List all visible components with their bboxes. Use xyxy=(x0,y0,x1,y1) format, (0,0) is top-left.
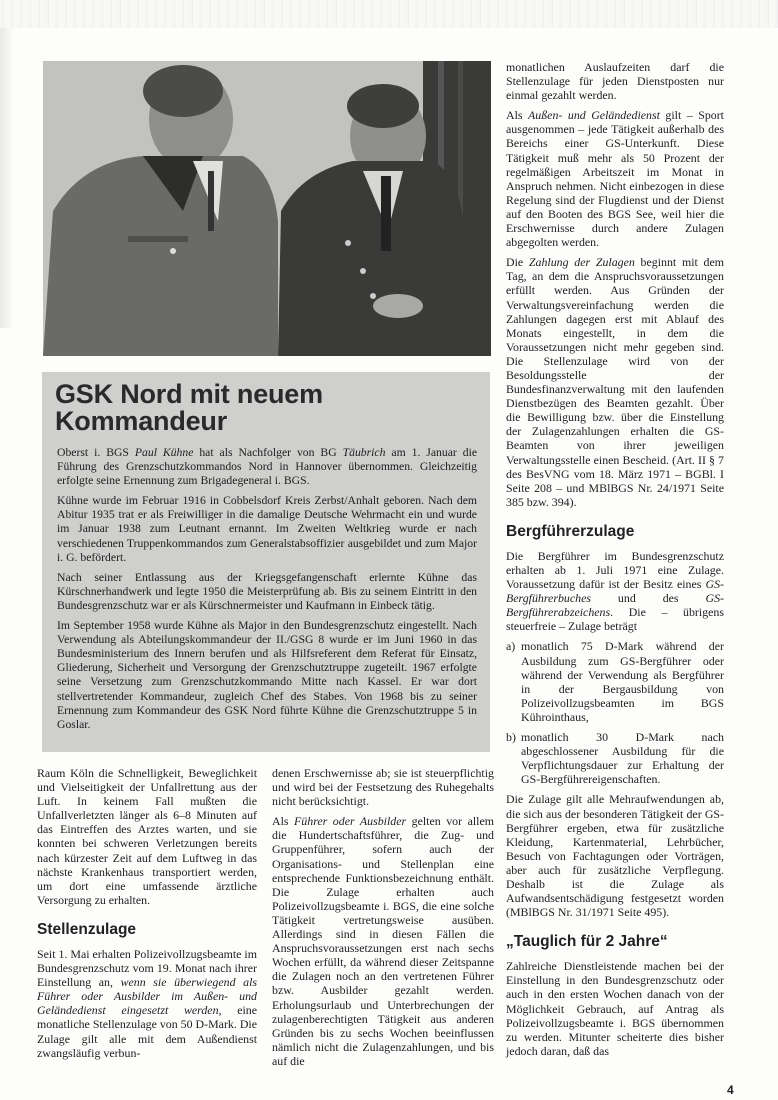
list-marker: b) xyxy=(506,730,516,745)
list-marker: a) xyxy=(506,639,516,654)
body-paragraph: monatlichen Auslaufzeiten darf die Stellenzulage für jeden Dienstposten nur einmal gezahlt werden. xyxy=(506,60,724,103)
column-3 xyxy=(506,60,724,1064)
section-heading-stellenzulage: Stellenzulage xyxy=(37,920,137,938)
article-body xyxy=(57,446,477,738)
article-box xyxy=(42,372,490,752)
photo-two-officers xyxy=(43,61,491,356)
scan-artifact-left xyxy=(0,28,14,328)
column-2 xyxy=(272,766,494,1074)
body-paragraph: Die Zahlung der Zulagen beginnt mit dem Tag, an dem die Anspruchsvoraussetzungen erfüllt werden. Aus Gründen der Verwaltungsvereinfachung werden die Zahlungen dagegen erst mit Ablauf des Monats eingestellt, in dem die Voraussetzungen nicht mehr gegeben sind. Die Stellenzulage wird von der Besoldungsstelle der Bundesfinanzverwaltung mit den laufenden Dienstbezügen des Beamten gezahlt. Über die Bewilligung bzw. über die Einstellung der Zulagenzahlungen erhalten die GS-Beamten von ihrer jeweiligen Verwaltungsstelle einen Bescheid. (Art. II § 7 des BesVNG vom 18. März 1971 – BGBl. I Seite 208 – und MBlBGS Nr. 24/1971 Seite 385 bzw. 394). xyxy=(506,255,724,509)
article-paragraph: Kühne wurde im Februar 1916 in Cobbelsdorf Kreis Zerbst/Anhalt geboren. Nach dem Abitur 1935 trat er als Freiwilliger in die damalige Deutsche Wehrmacht ein und wurde im Januar 1938 zum Leutnant ernannt. Im Zweiten Weltkrieg wurde er nach verschiedenen Truppenkommandos zum Generalstabsoffizier ausgebildet und zum Major i. G. befördert. xyxy=(57,494,477,564)
body-paragraph: Raum Köln die Schnelligkeit, Beweglichkeit und Vielseitigkeit der Unfallrettung aus der Luft. In keinem Fall mußten die Unfallverletzten länger als 6–8 Minuten auf das Eintreffen des Arztes warten, und sie konnten bei schweren Verletzungen bereits nach kürzester Zeit auf dem Luftweg in das nächste Krankenhaus transportiert werden, um dort eine umfassende ärztliche Versorgung zu erhalten. xyxy=(37,766,257,907)
article-paragraph: Im September 1958 wurde Kühne als Major in den Bundesgrenzschutz eingestellt. Nach Verwendung als Abteilungskommandeur der II./GSG 8 wurde er im Juni 1960 in das Bundesministerium des Innern berufen und als Hilfsreferent dem Referat für Einsatz, Gliederung, Sicherheit und Versorgung der Grenzschutztruppe zugeteilt. 1967 erfolgte seine Versetzung zum Grenzschutzkommando Mitte nach Kassel. Er war dort stellvertretender Kommandeur, zugleich Chef des Stabes. Von 1968 bis zu seiner Ernennung zum Kommandeur des GSK Nord führte Kühne die Grenzschutztruppe 5 in Goslar. xyxy=(57,619,477,731)
body-paragraph: Die Bergführer im Bundesgrenzschutz erhalten ab 1. Juli 1971 eine Zulage. Voraussetzung dafür ist der Besitz eines GS-Bergführerbuches und des GS-Bergführerabzeichens. Die – übrigens steuerfreie – Zulage beträgt xyxy=(506,548,724,634)
scan-artifact-top xyxy=(0,0,778,28)
photo-illustration xyxy=(43,61,491,356)
body-paragraph: Seit 1. Mai erhalten Polizeivollzugsbeamte im Bundesgrenzschutz vom 19. Monat nach ihrer Einstellung an, wenn sie überwiegend als Führer oder Ausbilder im Außen- und Geländedienst eingesetzt werden, eine monatliche Stellenzulage von 50 D-Mark. Die Zulage gilt alle mit dem Außendienst zwangsläufig verbun- xyxy=(37,946,257,1060)
body-paragraph: Als Außen- und Geländedienst gilt – Sport ausgenommen – jede Tätigkeit außerhalb des Bereichs einer GS-Unterkunft. Diese Tätigkeit muß mehr als 50 Prozent der regelmäßigen Arbeitszeit im Monat in Anspruch nehmen. Nicht einbezogen in diese Regelung sind der Flugdienst und der Dienst auf den Booten des BGS See, weil hier die Erschwernisse durch andere Zulagen abgegolten werden. xyxy=(506,108,724,250)
article-title: GSK Nord mit neuem Kommandeur xyxy=(55,379,323,436)
article-paragraph: Nach seiner Entlassung aus der Kriegsgefangenschaft erlernte Kühne das Kürschnerhandwerk und legte 1950 die Meisterprüfung ab. Bis zu seinem Eintritt in den Bundesgrenzschutz war er als Kürschnermeister und Kaufmann in Einbeck tätig. xyxy=(57,570,477,612)
body-paragraph: denen Erschwernisse ab; sie ist steuerpflichtig und wird bei der Festsetzung des Ruhegehalts nicht berücksichtigt. xyxy=(272,766,494,809)
section-heading-tauglich: „Tauglich für 2 Jahre“ xyxy=(506,933,668,951)
article-paragraph: Oberst i. BGS Paul Kühne hat als Nachfolger von BG Täubrich am 1. Januar die Führung des Grenzschutzkommandos Nord in Hannover übernommen. Gleichzeitig erfolgte seine Ernennung zum Brigadegeneral i. BGS. xyxy=(57,446,478,488)
list-item xyxy=(506,730,724,786)
body-paragraph: Zahlreiche Dienstleistende machen bei der Einstellung in den Bundesgrenzschutz oder auch in den ersten Wochen danach von der Möglichkeit Gebrauch, auf Antrag als Polizeivollzugsbeamte i. BGS übernommen zu werden. Mitunter scheiterte dies bisher jedoch daran, daß das xyxy=(506,959,724,1058)
body-paragraph: Die Zulage gilt alle Mehraufwendungen ab, die sich aus der besonderen Tätigkeit der GS-Bergführer ergeben, etwa für zusätzliche Kleidung, Kartenmaterial, Lehrbücher, Besuch von Fachtagungen oder Vorträgen, aber auch für zusätzliche Verpflegung. Deshalb ist die Zulage als Aufwandsentschädigung festgesetzt worden (MBlBGS Nr. 31/1971 Seite 495). xyxy=(506,792,724,920)
list-text: monatlich 75 D-Mark während der Ausbildung zum GS-Bergführer oder während der Verwendung als Bergführer in der Bergausbildung von Polizeivollzugsbeamten im BGS Kührointhaus, xyxy=(521,639,724,724)
list-item xyxy=(506,639,724,724)
body-paragraph: Als Führer oder Ausbilder gelten vor allem die Hundertschaftsführer, die Zug- und Gruppenführer, sofern auch der Organisations- und Stellenplan eine entsprechende Funktionsbezeichnung enthält. Die Zulage erhalten auch Polizeivollzugsbeamte i. BGS, die eine solche Tätigkeit vertretungsweise ausüben. Allerdings sind in diesen Fällen die Anspruchsvoraussetzungen erst nach sechs Wochen erfüllt, da während dieser Zeitspanne die Zulagen noch an den vertretenen Führer bzw. Ausbilder gezahlt werden. Erholungsurlaub und Unterbrechungen der zulagenberechtigten Tätigkeit aus anderen Gründen bis zu sechs Wochen beeinflussen nämlich nicht die Zulagenzahlungen, und bis auf die xyxy=(272,814,494,1068)
column-1 xyxy=(37,766,257,1066)
page-number: 4 xyxy=(727,1083,734,1097)
section-heading-bergfuehrerzulage: Bergführerzulage xyxy=(506,522,635,540)
list-text: monatlich 30 D-Mark nach abgeschlossener Ausbildung für die Verpflichtungsdauer zur Erhaltung der GS-Bergführereigenschaften. xyxy=(521,730,724,787)
